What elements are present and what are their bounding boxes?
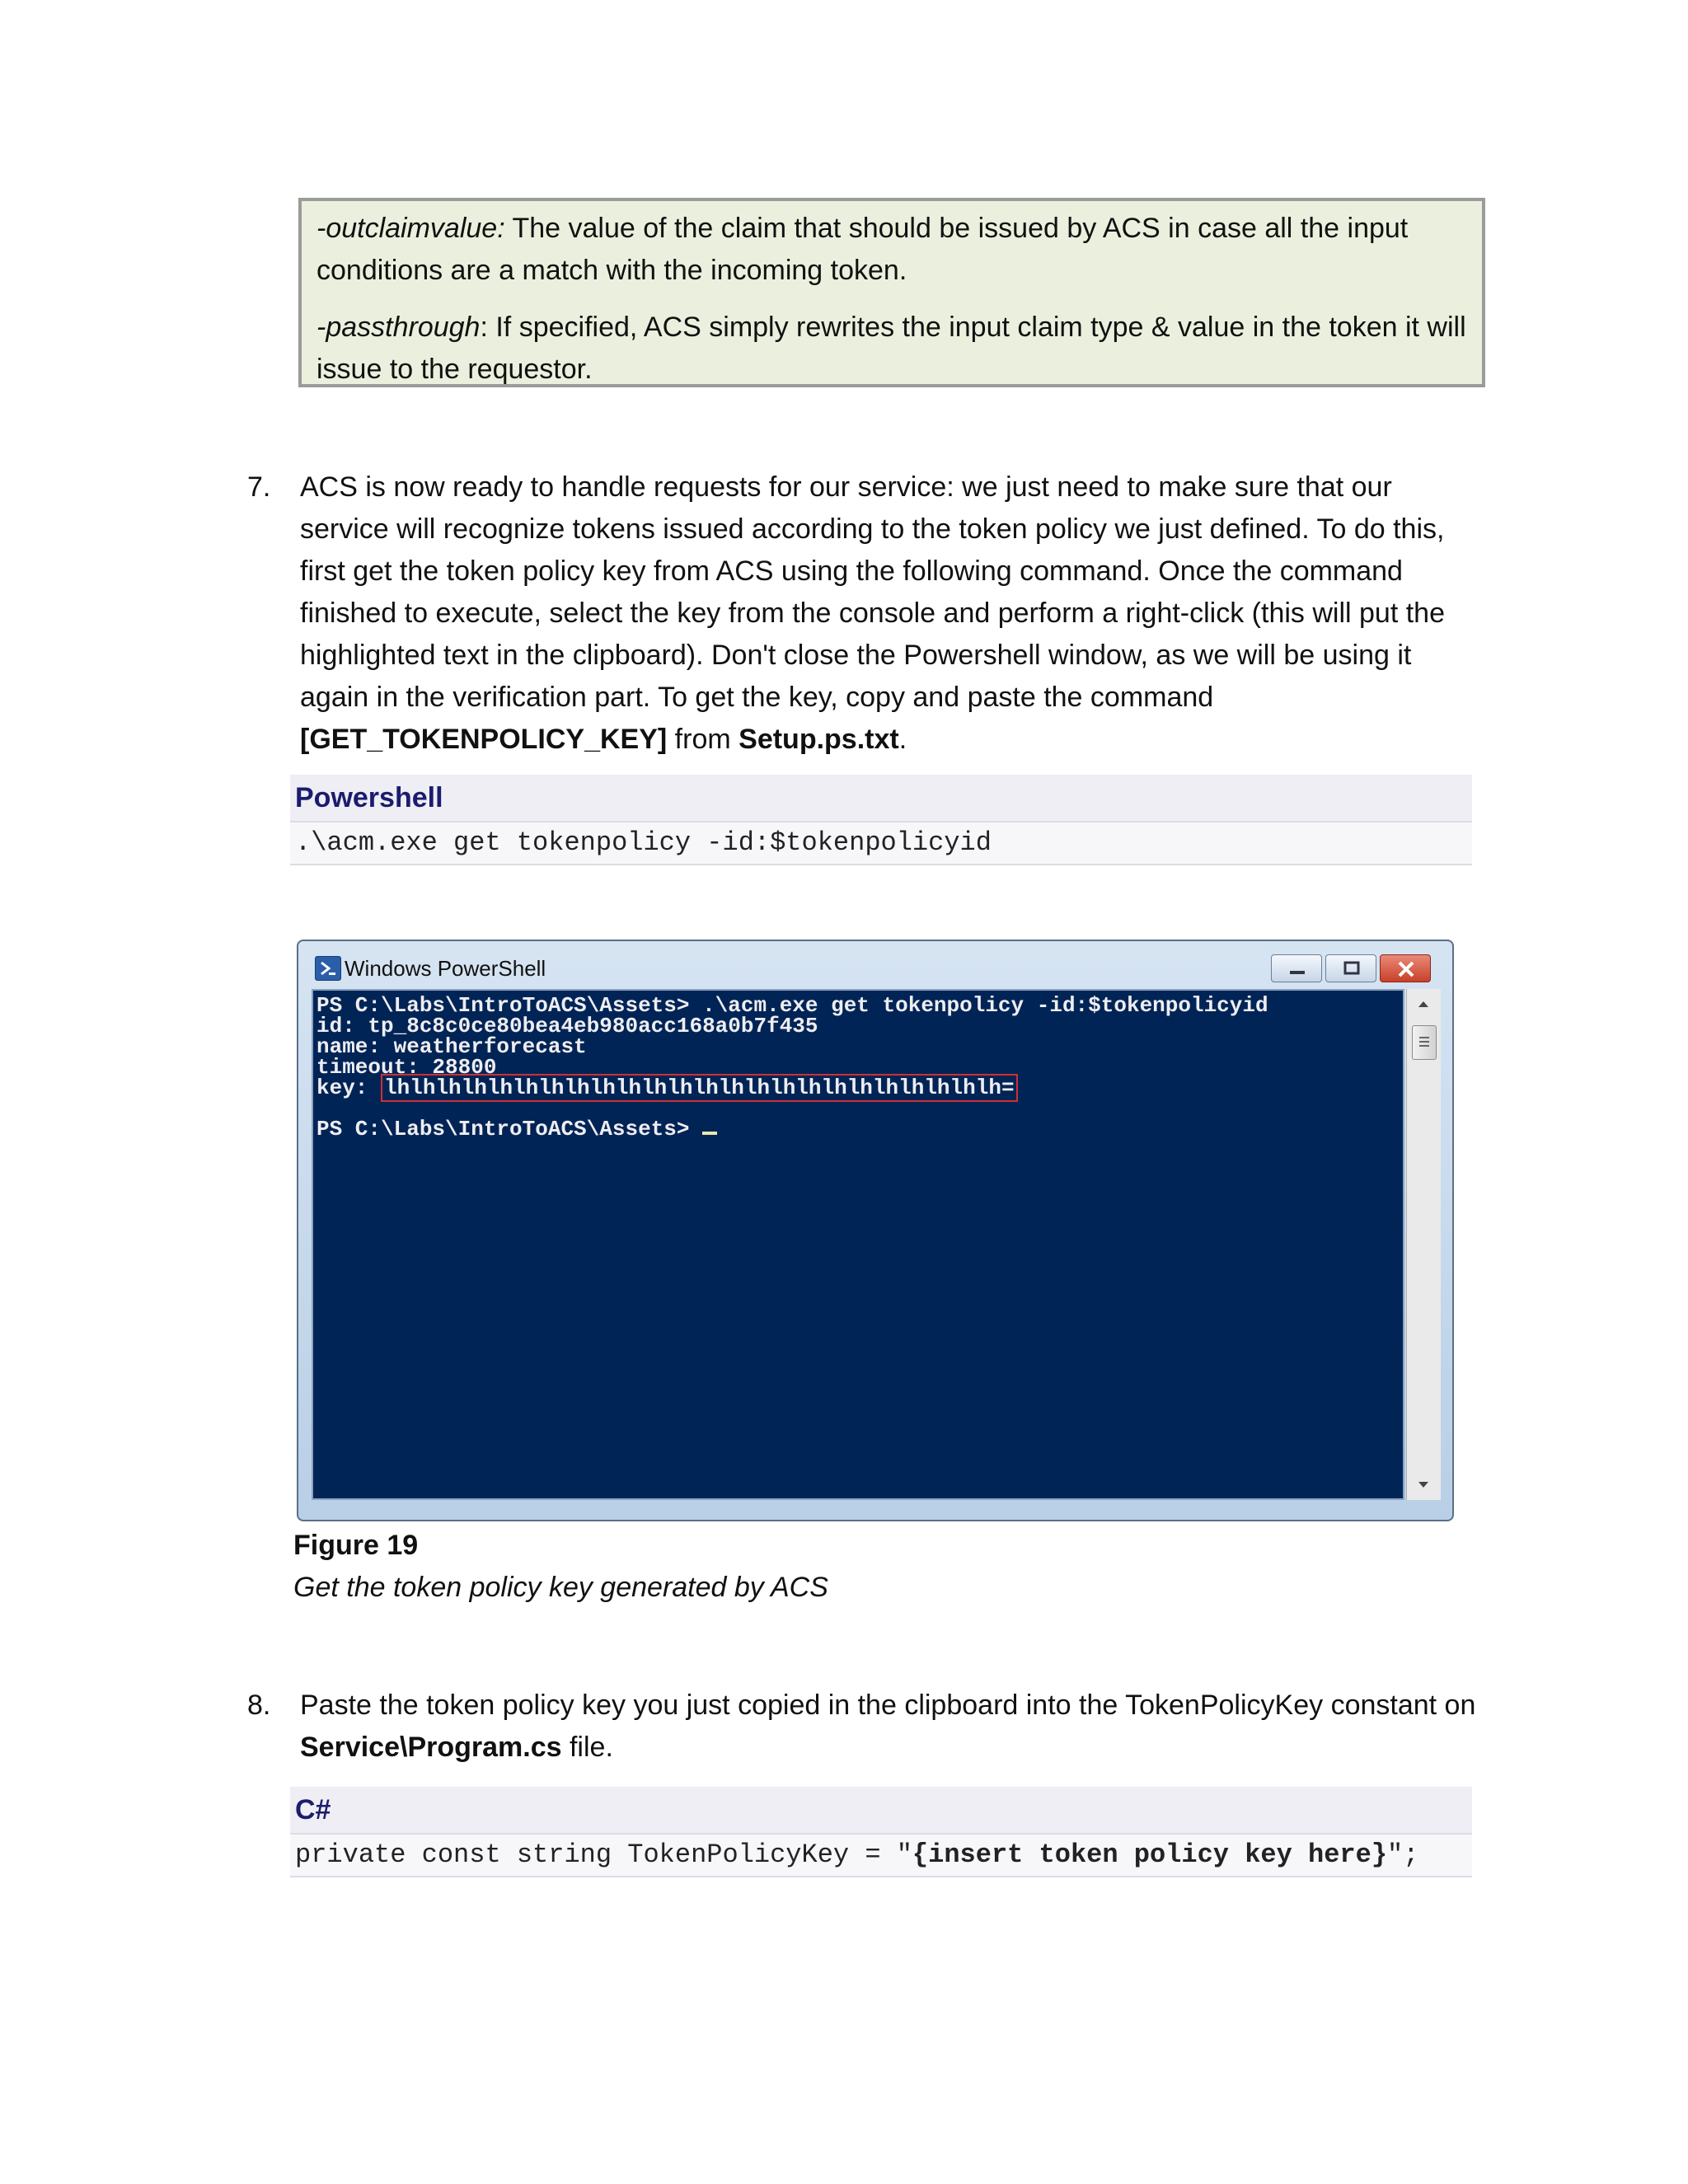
figure-label: Figure 19 xyxy=(293,1530,419,1561)
note-outclaim-term: -outclaimvalue: xyxy=(316,213,505,244)
note-passthrough xyxy=(316,307,1467,391)
step-7-command: [GET_TOKENPOLICY_KEY] xyxy=(300,724,668,755)
note-outclaimvalue xyxy=(316,208,1467,292)
code-line[interactable] xyxy=(290,1835,1472,1877)
scroll-down-icon xyxy=(1407,1472,1440,1497)
powershell-logo-icon xyxy=(315,956,341,981)
figure-caption: Get the token policy key generated by ACS xyxy=(293,1572,828,1603)
console-line-key xyxy=(316,1078,1403,1099)
code-language-label: Powershell xyxy=(290,775,1472,823)
code-text-pre: private const string TokenPolicyKey = " xyxy=(295,1840,912,1870)
step-7-period: . xyxy=(898,724,907,755)
console-line-name: name: weatherforecast xyxy=(316,1034,587,1059)
note-outclaim-text: The value of the claim that should be issued by ACS in case all the input conditions are a match with the incoming token. xyxy=(316,213,1409,286)
minimize-icon xyxy=(1272,955,1323,983)
code-text-placeholder: {insert token policy key here} xyxy=(912,1840,1388,1870)
maximize-icon xyxy=(1326,955,1377,983)
code-line[interactable]: .\acm.exe get tokenpolicy -id:$tokenpolicyid xyxy=(290,823,1472,865)
code-text-post: "; xyxy=(1387,1840,1419,1870)
note-passthrough-text: : If specified, ACS simply rewrites the input claim type & value in the token it will issue to the requestor. xyxy=(316,312,1466,385)
console-line-timeout: timeout: 28800 xyxy=(316,1055,497,1080)
console-line-command: PS C:\Labs\IntroToACS\Assets> .\acm.exe get tokenpolicy -id:$tokenpolicyid xyxy=(316,993,1268,1018)
code-block-powershell xyxy=(290,775,1472,865)
step-7-number: 7. xyxy=(247,471,271,503)
note-passthrough-term: -passthrough xyxy=(316,312,481,343)
console-line-prompt xyxy=(316,1119,1403,1140)
step-8-file: Service\Program.cs xyxy=(300,1732,562,1763)
code-language-label: C# xyxy=(290,1787,1472,1835)
window-title: Windows PowerShell xyxy=(345,956,546,981)
minimize-button[interactable] xyxy=(1271,954,1322,982)
console-output[interactable] xyxy=(312,989,1404,1500)
scroll-up-icon xyxy=(1407,992,1440,1017)
vertical-scrollbar[interactable] xyxy=(1406,989,1441,1500)
step-7-file: Setup.ps.txt xyxy=(738,724,899,755)
maximize-button[interactable] xyxy=(1325,954,1376,982)
step-8-tail: file. xyxy=(561,1732,613,1763)
close-icon xyxy=(1381,955,1432,983)
step-8-body xyxy=(300,1685,1479,1769)
close-button[interactable] xyxy=(1380,954,1431,982)
step-8-number: 8. xyxy=(247,1690,271,1721)
text-cursor xyxy=(702,1132,717,1135)
step-7-body xyxy=(300,466,1479,761)
code-block-csharp xyxy=(290,1787,1472,1877)
note-box xyxy=(298,198,1485,387)
key-label: key: xyxy=(316,1076,382,1100)
highlighted-key[interactable]: lhlhlhlhlhlhlhlhlhlhlhlhlhlhlhlhlhlhlhlhlhlhlhlh= xyxy=(381,1074,1018,1102)
step-7-from: from xyxy=(667,724,739,755)
powershell-window xyxy=(297,940,1454,1521)
console-line-id: id: tp_8c8c0ce80bea4eb980acc168a0b7f435 xyxy=(316,1014,818,1038)
step-8-text: Paste the token policy key you just copied in the clipboard into the TokenPolicyKey constant on xyxy=(300,1690,1476,1721)
scrollbar-thumb[interactable] xyxy=(1412,1025,1437,1060)
prompt-text: PS C:\Labs\IntroToACS\Assets> xyxy=(316,1117,703,1141)
step-7-text: ACS is now ready to handle requests for our service: we just need to make sure that our service will recognize tokens issued according to the token policy we just defined. To do this, first get the token policy key from ACS using the following command. Once the command finished to execute, select the key from the console and perform a right-click (this will put the highlighted text in the clipboard). Don't close the Powershell window, as we will be using it again in the verification part. To get the key, copy and paste the command xyxy=(300,471,1445,713)
